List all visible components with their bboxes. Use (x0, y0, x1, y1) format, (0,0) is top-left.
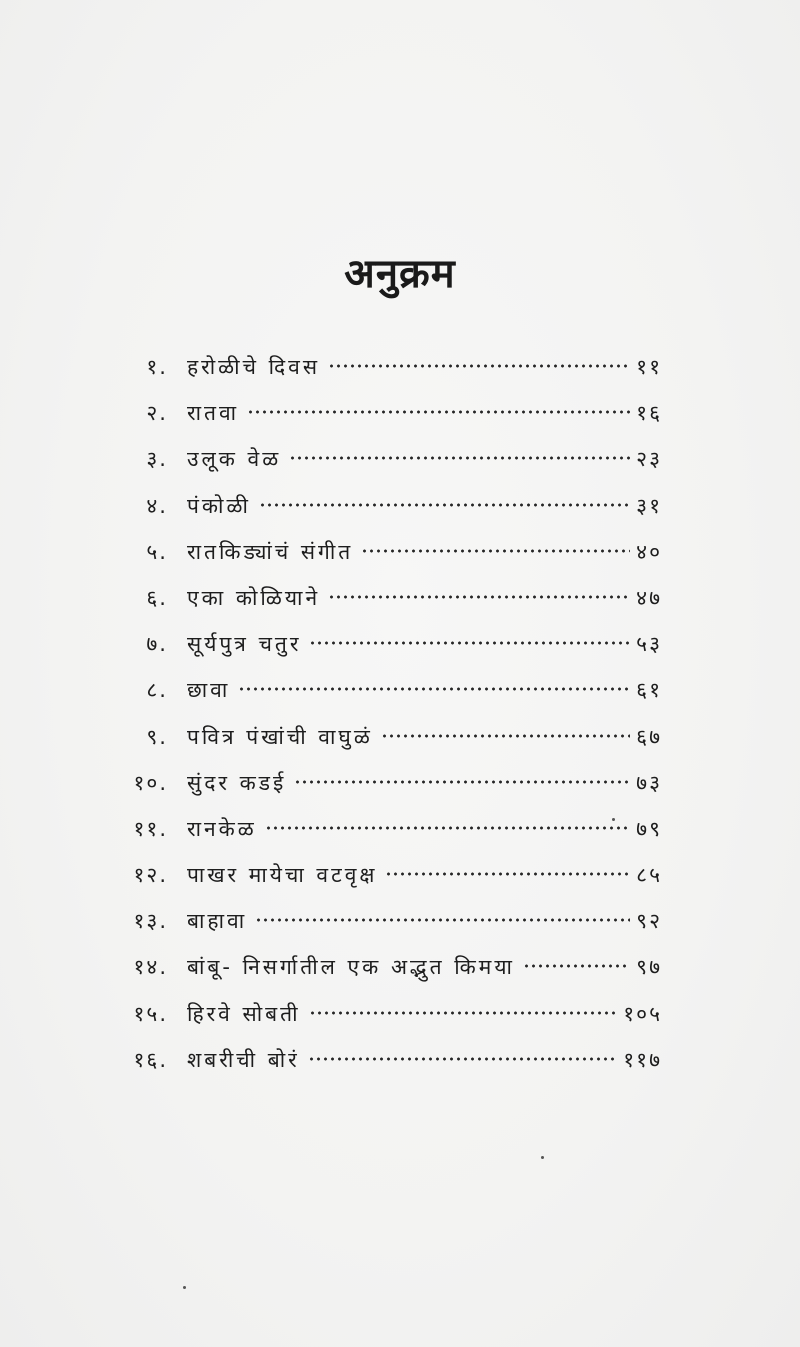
toc-entry-row (187, 445, 662, 473)
toc-entry-title: रातवा (187, 401, 240, 426)
toc-entry (0, 715, 800, 761)
toc-entry-row (187, 676, 662, 704)
toc-entry (0, 807, 800, 853)
toc-entry-title: पाखर मायेचा वटवृक्ष (187, 863, 378, 888)
toc-entry-number: ५. (146, 539, 168, 564)
toc-entry-row (187, 769, 662, 797)
dot-leader (308, 1053, 617, 1065)
toc-entry-title: हरोळीचे दिवस (187, 355, 321, 379)
toc-entry-page: ५३ (636, 632, 662, 657)
toc-entry-number: १२. (133, 863, 168, 888)
dot-leader (255, 914, 630, 926)
toc-entry (0, 992, 800, 1038)
toc-entry-title: रातकिड्यांचं संगीत (187, 539, 354, 564)
toc-entry-number: ८. (146, 678, 168, 703)
dot-leader (328, 360, 630, 372)
dot-leader (309, 637, 630, 649)
toc-entry-page: ४७ (636, 585, 662, 610)
toc-entry (0, 530, 800, 576)
toc-entry-row (187, 399, 662, 427)
toc-entry-page: १६ (636, 401, 662, 426)
toc-entry-page: २३ (636, 447, 662, 472)
toc-entry-row (187, 861, 662, 889)
toc-entry-row (187, 630, 662, 658)
dot-leader (381, 730, 630, 742)
toc-entry-page: ९२ (636, 909, 662, 934)
toc-entry (0, 668, 800, 714)
toc-entry (0, 899, 800, 945)
dot-leader (309, 1007, 618, 1019)
toc-entry-row (187, 953, 662, 981)
table-of-contents (0, 345, 800, 1084)
toc-entry-page: ६१ (636, 678, 662, 703)
toc-entry-page: ७३ (636, 770, 662, 795)
toc-entry (0, 761, 800, 807)
toc-entry-row (187, 1046, 662, 1074)
toc-entry-number: २. (146, 401, 168, 426)
toc-entry-page: ८५ (636, 863, 662, 888)
toc-entry (0, 576, 800, 622)
toc-entry-title: पंकोळी (187, 493, 251, 518)
toc-entry-row (187, 907, 662, 935)
toc-entry-number: ४. (146, 493, 168, 518)
dot-leader (361, 545, 630, 557)
paper-speck (612, 818, 615, 821)
dot-leader (289, 452, 630, 464)
toc-entry-title: एका कोळियाने (187, 585, 321, 610)
toc-entry-number: १४. (133, 955, 168, 980)
toc-entry-number: १५. (133, 1001, 168, 1026)
toc-entry-page: ११ (636, 355, 662, 379)
toc-entry-title: हिरवे सोबती (187, 1001, 301, 1026)
toc-entry-row (187, 1000, 662, 1028)
toc-entry-number: ३. (146, 447, 168, 472)
toc-entry-page: १०५ (623, 1001, 662, 1026)
toc-entry-number: १३. (133, 909, 168, 934)
toc-entry-title: बाहावा (187, 909, 248, 934)
toc-entry (0, 622, 800, 668)
toc-entry-page: ११७ (623, 1047, 662, 1072)
dot-leader (238, 683, 630, 695)
toc-entry-title: बांबू- निसर्गातील एक अद्भुत किमया (187, 955, 515, 980)
dot-leader (259, 499, 630, 511)
toc-entry (0, 345, 800, 391)
toc-entry-row (187, 584, 662, 612)
toc-entry-row (187, 723, 662, 751)
toc-entry (0, 484, 800, 530)
toc-entry-title: सूर्यपुत्र चतुर (187, 632, 302, 657)
dot-leader (385, 868, 630, 880)
toc-entry-title: सुंदर कडई (187, 770, 287, 795)
toc-entry-number: ७. (146, 632, 168, 657)
toc-entry-title: शबरीची बोरं (187, 1047, 300, 1072)
dot-leader (523, 960, 630, 972)
dot-leader (328, 591, 630, 603)
paper-speck (183, 1286, 186, 1289)
toc-entry-page: ९७ (636, 955, 662, 980)
toc-entry (0, 853, 800, 899)
dot-leader (294, 776, 630, 788)
dot-leader (265, 822, 630, 834)
toc-entry (0, 945, 800, 991)
toc-entry (0, 437, 800, 483)
toc-entry-page: ७९ (636, 816, 662, 841)
toc-entry-title: छावा (187, 678, 231, 703)
toc-entry-page: ६७ (636, 724, 662, 749)
toc-entry-row (187, 815, 662, 843)
toc-entry-number: १६. (133, 1047, 168, 1072)
toc-entry-row (187, 353, 662, 381)
toc-entry-row (187, 492, 662, 520)
dot-leader (247, 406, 630, 418)
toc-entry (0, 391, 800, 437)
toc-entry (0, 1038, 800, 1084)
toc-entry-title: पवित्र पंखांची वाघुळं (187, 724, 373, 749)
toc-entry-number: ९. (146, 724, 168, 749)
toc-entry-title: रानकेळ (187, 816, 257, 841)
toc-entry-number: १. (146, 355, 168, 379)
toc-entry-number: ६. (146, 585, 168, 610)
paper-speck (541, 1156, 544, 1159)
toc-entry-page: ३१ (636, 493, 662, 518)
toc-entry-number: ११. (133, 816, 168, 841)
toc-entry-page: ४० (636, 539, 662, 564)
toc-entry-number: १०. (133, 770, 168, 795)
page-title: अनुक्रम (344, 251, 456, 297)
toc-entry-row (187, 538, 662, 566)
toc-entry-title: उलूक वेळ (187, 447, 282, 472)
